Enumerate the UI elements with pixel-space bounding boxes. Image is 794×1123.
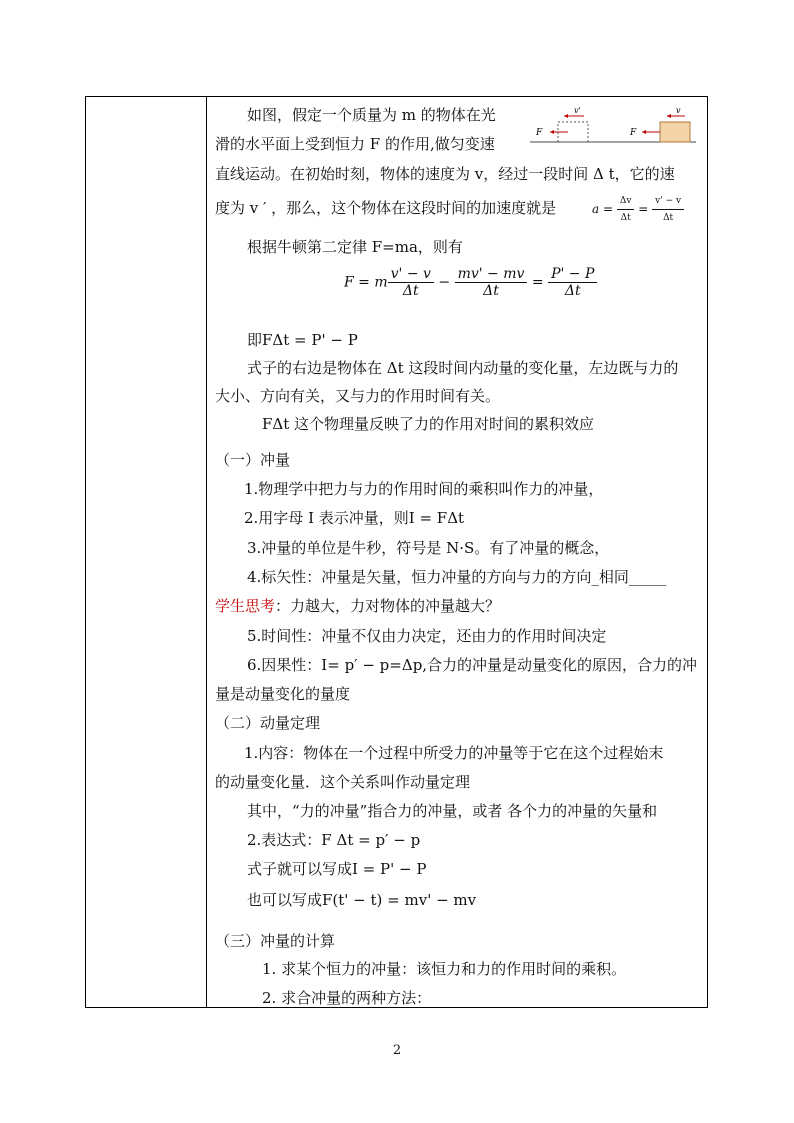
theorem-item-4: 也可以写成F(t' − t) = mv' − mv bbox=[247, 891, 477, 909]
section-1-title: （一）冲量 bbox=[215, 451, 291, 469]
impulse-item-4: 4.标矢性：冲量是矢量，恒力冲量的方向与力的方向_相同_____ bbox=[247, 568, 667, 586]
force-label-left: F bbox=[536, 128, 543, 138]
impulse-relation: 即FΔt = P' − P bbox=[247, 331, 358, 349]
student-thinking-text: ：力越大，力对物体的冲量越大？ bbox=[275, 597, 501, 615]
page-number: 2 bbox=[392, 1043, 402, 1058]
newton-law-line: 根据牛顿第二定律 F=ma，则有 bbox=[247, 238, 463, 256]
section-2-title: （二）动量定理 bbox=[215, 714, 321, 732]
v-label: v bbox=[676, 106, 681, 115]
section-3-title: （三）冲量的计算 bbox=[215, 932, 336, 950]
explain-line-2: 大小、方向有关，又与力的作用时间有关。 bbox=[215, 387, 501, 405]
theorem-item-1a: 1.内容：物体在一个过程中所受力的冲量等于它在这个过程始末 bbox=[244, 744, 664, 762]
theorem-note: 其中，“力的冲量”指合力的冲量，或者 各个力的冲量的矢量和 bbox=[247, 802, 658, 820]
theorem-item-3: 式子就可以写成I = P' − P bbox=[247, 860, 427, 878]
student-thinking bbox=[215, 595, 500, 616]
block bbox=[660, 122, 690, 142]
explain-line-1: 式子的右边是物体在 Δt 这段时间内动量的变化量，左边既与力的 bbox=[247, 359, 679, 377]
theorem-item-2: 2.表达式：F Δt = p′ − p bbox=[247, 831, 421, 849]
acceleration-formula: a = $\frac{\Delta v}{\Delta t}$ = $\frac{v' - v}{\Delta t}$ bbox=[592, 193, 684, 226]
theorem-item-1b: 的动量变化量．这个关系叫作动量定理 bbox=[215, 773, 471, 791]
impulse-item-6a: 6.因果性：I= p′ − p=Δp,合力的冲量是动量变化的原因，合力的冲 bbox=[247, 656, 698, 674]
calc-item-2: 2. 求合冲量的两种方法： bbox=[262, 989, 432, 1007]
intro-line-2: 滑的水平面上受到恒力 F 的作用,做匀变速 bbox=[215, 135, 495, 153]
v-prime-label: v' bbox=[574, 106, 581, 115]
student-thinking-label: 学生思考 bbox=[215, 597, 276, 615]
impulse-item-5: 5.时间性：冲量不仅由力决定，还由力的作用时间决定 bbox=[247, 627, 607, 645]
momentum-derivation-formula: F = m $\frac{v' - v}{\Delta t}$ − $\frac{mv' - mv}{\Delta t}$ = $\frac{P' - P}{\Delta t}$ bbox=[344, 266, 597, 299]
column-divider bbox=[206, 96, 207, 1008]
force-label-right: F bbox=[630, 128, 637, 138]
impulse-item-6b: 量是动量变化的量度 bbox=[215, 685, 351, 703]
calc-item-1: 1. 求某个恒力的冲量：该恒力和力的作用时间的乘积。 bbox=[262, 960, 627, 978]
explain-line-3: FΔt 这个物理量反映了力的作用对时间的累积效应 bbox=[262, 415, 595, 433]
intro-line-3: 直线运动。在初始时刻，物体的速度为 v，经过一段时间 Δ t，它的速 bbox=[215, 165, 675, 183]
intro-line-4: 度为 v ′ ，那么，这个物体在这段时间的加速度就是 bbox=[215, 199, 557, 217]
impulse-item-3: 3.冲量的单位是牛秒，符号是 N·S。有了冲量的概念， bbox=[247, 539, 610, 557]
impulse-item-1: 1.物理学中把力与力的作用时间的乘积叫作力的冲量， bbox=[244, 480, 604, 498]
impulse-item-2: 2.用字母 I 表示冲量，则I = FΔt bbox=[244, 509, 465, 527]
intro-line-1: 如图，假定一个质量为 m 的物体在光 bbox=[247, 106, 496, 124]
motion-diagram bbox=[530, 104, 696, 146]
